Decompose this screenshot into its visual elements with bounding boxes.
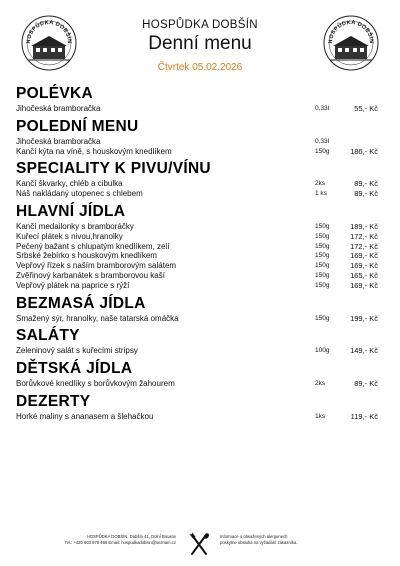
section-title: DĚTSKÁ JÍDLA <box>16 360 133 378</box>
section-title: SALÁTY <box>16 327 80 345</box>
logo-lettering: HOSPŮDKA DOBŠÍN <box>327 19 375 44</box>
menu-section <box>16 392 380 422</box>
section-title: POLEDNÍ MENU <box>16 117 139 135</box>
menu-item-quantity: 150g <box>315 281 330 289</box>
allergen-notice-line: Informace o obsažených alergenech <box>220 534 288 539</box>
menu-item <box>16 251 380 261</box>
menu-item-name: Kuřecí plátek s nivou,hranolky <box>16 231 123 241</box>
menu-item-price: 172,- Kč <box>350 241 378 251</box>
menu-section <box>16 202 380 291</box>
menu-item <box>16 281 380 291</box>
menu-section <box>16 84 380 114</box>
menu-item-price: 149,- Kč <box>350 346 378 356</box>
menu-item-name: Kančí škvarky, chléb a cibulka <box>16 179 123 189</box>
menu-item-price: 169,- Kč <box>350 261 378 271</box>
menu-item-quantity: 150g <box>315 147 330 155</box>
menu-item-name: Zvěřinový karbanátek s bramborovou kaší <box>16 270 165 280</box>
menu-item-name: Smažený sýr, hranolky, naše tatarská omáčka <box>16 313 179 323</box>
section-title: DEZERTY <box>16 392 91 410</box>
menu-item-quantity: 150g <box>315 271 330 279</box>
menu-item <box>16 137 380 147</box>
menu-item-quantity: 150g <box>315 314 330 322</box>
menu-item-name: Kančí kýta na víně, s houskovým knedlíkem <box>16 146 172 156</box>
menu-item-name: Vepřový řízek s naším bramborovým salátem <box>16 261 177 271</box>
menu-item-name: Srbské žebírko s houskovým knedlíkem <box>16 251 157 261</box>
menu-item-name: Kančí medailonky s bramboráčky <box>16 221 134 231</box>
page-title: Denní menu <box>148 33 252 54</box>
menu-item-quantity: 150g <box>315 262 330 270</box>
menu-item-price: 169,- Kč <box>350 280 378 290</box>
menu-item-price: 89,- Kč <box>354 379 378 389</box>
menu-item <box>16 222 380 232</box>
menu-item-quantity: 100g <box>315 347 330 355</box>
menu-item <box>16 232 380 242</box>
menu-section <box>16 294 380 324</box>
menu-item-price: 169,- Kč <box>350 251 378 261</box>
menu-item <box>16 314 380 324</box>
section-title: SPECIALITY K PIVU/VÍNU <box>16 160 211 178</box>
menu-item-name: Vepřový plátek na paprice s rýží <box>16 280 130 290</box>
menu-item-quantity: 1 ks <box>315 190 327 198</box>
menu-item-price: 189,- Kč <box>350 221 378 231</box>
footer-address-line: HOSPŮDKA DOBŠÍN, Dobšín 41, Dolní Bousov <box>86 534 176 539</box>
menu-item <box>16 189 380 199</box>
menu-sections <box>16 84 380 425</box>
section-title: HLAVNÍ JÍDLA <box>16 202 126 220</box>
menu-item <box>16 271 380 281</box>
menu-item <box>16 179 380 189</box>
menu-item-price: 89,- Kč <box>354 179 378 189</box>
menu-item-name: Zeleninový salát s kuřecími stripsy <box>16 346 138 356</box>
menu-section <box>16 326 380 356</box>
menu-item-price: 186,- Kč <box>350 146 378 156</box>
menu-item-price: 55,- Kč <box>354 104 378 113</box>
menu-item <box>16 147 380 157</box>
menu-item-quantity: 1ks <box>315 412 326 420</box>
menu-section <box>16 117 380 157</box>
menu-item-name: Horké maliny s ananasem a šlehačkou <box>16 411 154 421</box>
menu-date: Čtvrtek 05.02.2026 <box>157 62 243 73</box>
menu-item-quantity: 150g <box>315 232 330 240</box>
menu-item-quantity: 2ks <box>315 380 326 388</box>
menu-item-price: 199,- Kč <box>350 313 378 323</box>
menu-item-price: 165,- Kč <box>350 270 378 280</box>
menu-item-quantity: 0,33l <box>315 105 330 112</box>
section-title: BEZMASÁ JÍDLA <box>16 294 146 312</box>
menu-item <box>16 242 380 252</box>
menu-item-quantity: 2ks <box>315 180 326 188</box>
menu-item-name: Borůvkové knedlíky s borůvkovým žahourem <box>16 379 175 389</box>
footer-address <box>65 534 176 546</box>
menu-item-name: Jihočeská bramboračka <box>16 104 101 113</box>
menu-item-price: 89,- Kč <box>354 189 378 199</box>
menu-item-price: 172,- Kč <box>350 231 378 241</box>
menu-item-name: Pečený bažant s chlupatým knedlíkem, zelí <box>16 241 170 251</box>
logo-lettering: HOSPŮDKA DOBŠÍN <box>25 19 73 44</box>
restaurant-name: HOSPŮDKA DOBŠÍN <box>142 19 258 31</box>
footer-contact-line: Tel.: +420 603 878 468 Email: hospudkadobsin@seznam.cz <box>64 540 176 545</box>
menu-item-quantity: 150g <box>315 222 330 230</box>
menu-item <box>16 104 380 114</box>
menu-item-quantity: 150g <box>315 242 330 250</box>
cutlery-icon <box>186 531 212 557</box>
menu-header <box>0 18 400 74</box>
menu-item-quantity: 150g <box>315 252 330 260</box>
menu-item <box>16 412 380 422</box>
footer <box>0 531 400 561</box>
menu-item-quantity: 0,33l <box>315 137 330 145</box>
allergen-notice-line: poskytne obsluha na vyžádání zákazníka. <box>220 540 298 545</box>
menu-section <box>16 359 380 389</box>
menu-item-name: Náš nakládaný utopenec s chlebem <box>16 189 143 199</box>
menu-item <box>16 261 380 271</box>
menu-section <box>16 159 380 199</box>
menu-item <box>16 346 380 356</box>
menu-item-name: Jihočeská bramboračka <box>16 136 101 146</box>
section-title: POLÉVKA <box>16 85 94 102</box>
menu-item <box>16 379 380 389</box>
allergen-notice <box>220 534 298 546</box>
menu-item-price: 119,- Kč <box>350 411 378 421</box>
